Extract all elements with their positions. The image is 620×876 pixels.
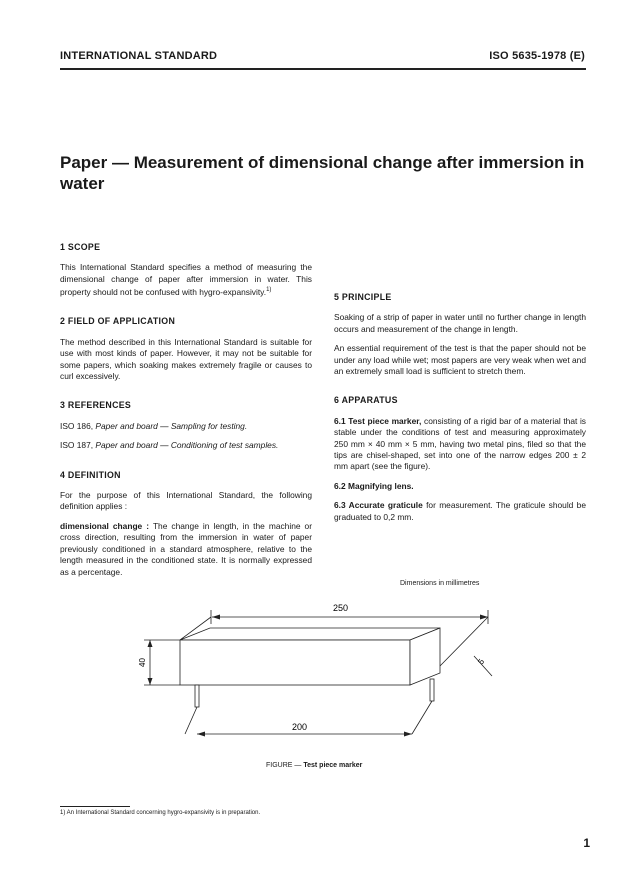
header-left: INTERNATIONAL STANDARD (60, 50, 218, 62)
scope-heading: 1 SCOPE (60, 242, 101, 252)
principle-p2: An essential requirement of the test is that the paper should not be under any load while wet; most papers are very weak when wet and an extremely small load is sufficient to stretch them. (334, 343, 586, 377)
reference-2-number: ISO 187, (60, 440, 94, 451)
principle-heading: 5 PRINCIPLE (334, 292, 392, 302)
reference-1 (60, 421, 312, 432)
section-references (60, 400, 312, 451)
apparatus-item-3-label: 6.3 Accurate graticule (334, 500, 423, 511)
principle-p1: Soaking of a strip of paper in water until no further change in length occurs and measurement of the change in length. (334, 312, 586, 334)
scope-footnote-ref: 1) (266, 287, 272, 294)
apparatus-item-2-label: 6.2 Magnifying lens. (334, 480, 414, 491)
page-number: 1 (583, 836, 590, 850)
section-definition (60, 470, 312, 578)
right-column (334, 292, 586, 541)
dim-250-label: 250 (333, 603, 349, 613)
section-scope (60, 242, 312, 298)
dim-5-label: 5 (476, 657, 487, 667)
bar-top-face (180, 628, 440, 640)
section-apparatus (334, 395, 586, 523)
apparatus-item-1-label: 6.1 Test piece marker, (334, 415, 422, 426)
reference-1-number: ISO 186, (60, 420, 94, 431)
apparatus-item-1-text: consisting of a rigid bar of a material that is stable under the conditions of test and measuring approximately 250 mm × 40 mm × 5 mm, having two metal pins, filed so that the tips are chisel-shaped, set into one of the narrow edges 200 ± 2 mm apart (see the figure). (334, 415, 586, 472)
pin-right (430, 679, 434, 701)
definition-heading: 4 DEFINITION (60, 469, 121, 480)
header-right: ISO 5635-1978 (E) (489, 50, 585, 62)
header-rule (60, 68, 586, 70)
dim-200-label: 200 (292, 722, 308, 732)
reference-1-title: Paper and board — Sampling for testing. (95, 420, 248, 431)
field-heading: 2 FIELD OF APPLICATION (60, 316, 176, 327)
figure-caption (266, 762, 362, 769)
field-text: The method described in this International Standard is suitable for use with most kinds of paper. However, it may not be suitable for some papers, which soaking makes extremely fragile or causes to curl excessively. (60, 336, 312, 382)
footnote-rule (60, 806, 130, 807)
reference-2-title: Paper and board — Conditioning of test samples. (95, 440, 279, 451)
scope-text: This International Standard specifies a method of measuring the dimensional change of paper after immersion in water. This property should not be confused with hygro-expansivity. (60, 262, 312, 298)
figure-units-note: Dimensions in millimetres (400, 580, 480, 587)
document-title: Paper — Measurement of dimensional change after immersion in water (60, 153, 585, 193)
apparatus-item-3-text: for measurement. The graticule should be graduated to 0,2 mm. (334, 500, 586, 522)
bar-front-face (180, 640, 410, 685)
reference-2 (60, 440, 312, 451)
references-heading: 3 REFERENCES (60, 400, 132, 411)
section-principle (334, 292, 586, 377)
section-field (60, 316, 312, 382)
definition-intro: For the purpose of this International Standard, the following definition applies : (60, 490, 312, 512)
figure-caption-title: Test piece marker (303, 762, 363, 769)
definition-term: dimensional change : (60, 520, 150, 531)
pin-left (195, 685, 199, 707)
left-column (60, 242, 312, 596)
definition-text: The change in length, in the machine or cross direction, resulting from the immersion in water of paper previously conditioned in a standard atmosphere, relative to the length measured in the conditioned state. It is normally expressed as a percentage. (60, 520, 312, 577)
footnote: 1) An International Standard concerning hygro-expansivity is in preparation. (60, 810, 261, 816)
dim-40-label: 40 (138, 658, 147, 667)
apparatus-heading: 6 APPARATUS (334, 395, 398, 406)
figure-caption-prefix: FIGURE — (266, 762, 302, 769)
test-piece-marker-figure (0, 590, 620, 760)
